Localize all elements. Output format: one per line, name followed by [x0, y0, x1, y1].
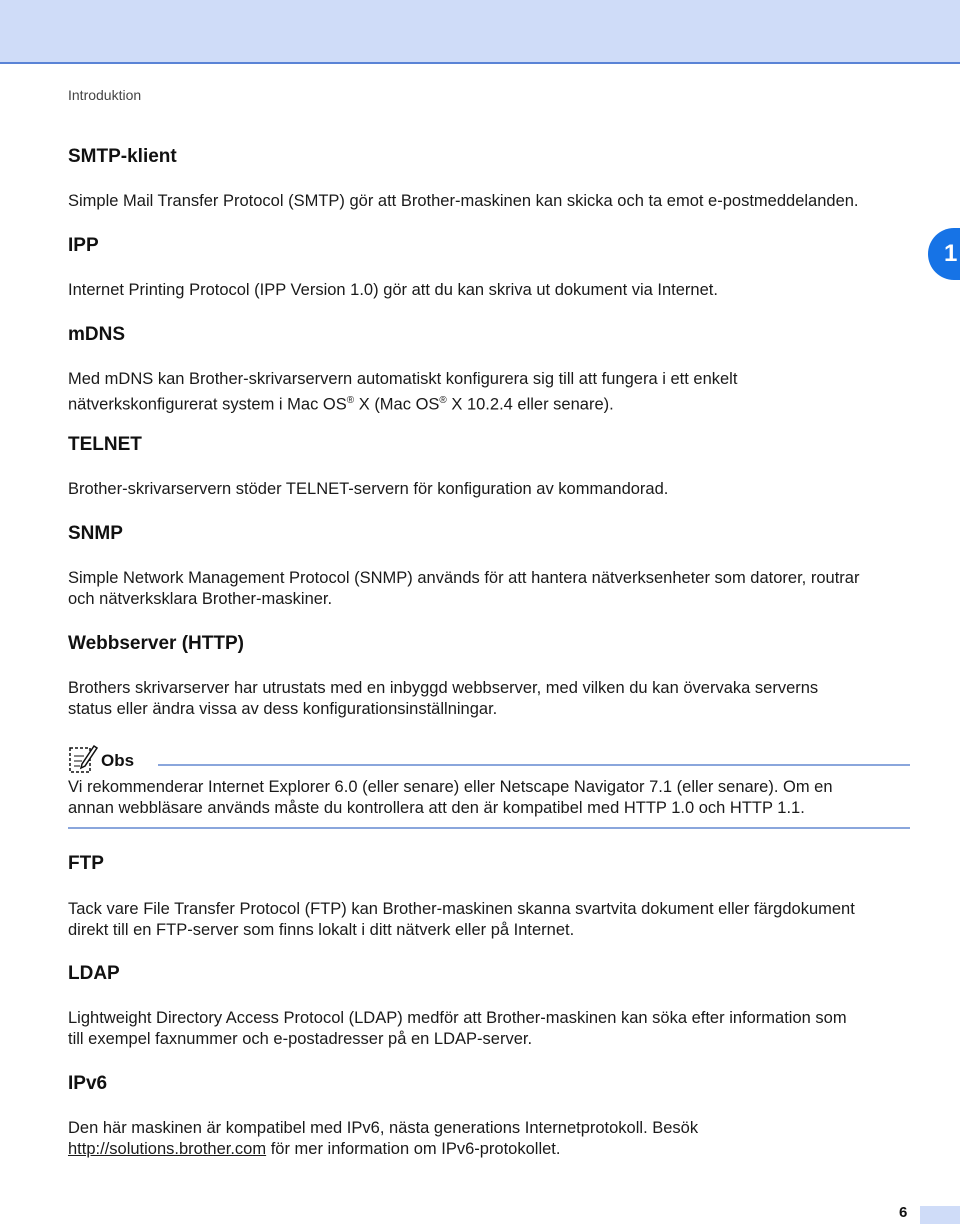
- section-title-mdns: mDNS: [68, 324, 126, 345]
- section-title-snmp: SNMP: [68, 523, 123, 544]
- section-title-ldap: LDAP: [68, 963, 120, 984]
- ipv6-line2-rest: för mer information om IPv6-protokollet.: [266, 1140, 561, 1158]
- page-tab: [920, 1206, 960, 1224]
- snmp-line1: Simple Network Management Protocol (SNMP) används för att hantera nätverksenheter som datorer, routrar: [68, 569, 860, 587]
- registered-mark: ®: [439, 395, 447, 406]
- mdns-line1: Med mDNS kan Brother-skrivarservern automatiskt konfigurera sig till att fungera i ett enkelt: [68, 370, 738, 388]
- section-body-mdns: [68, 369, 928, 416]
- mdns-line2-a: nätverkskonfigurerat system i Mac OS: [68, 395, 347, 414]
- section-title-http: Webbserver (HTTP): [68, 633, 244, 654]
- ldap-line1: Lightweight Directory Access Protocol (LDAP) medför att Brother-maskinen kan söka efter information som: [68, 1009, 847, 1027]
- section-body-smtp: Simple Mail Transfer Protocol (SMTP) gör att Brother-maskinen kan skicka och ta emot e-postmeddelanden.: [68, 192, 859, 210]
- section-title-ftp: FTP: [68, 853, 104, 874]
- http-line2: status eller ändra vissa av dess konfigurationsinställningar.: [68, 700, 498, 718]
- section-body-ldap: [68, 1008, 928, 1050]
- note-divider-top: [158, 764, 910, 766]
- ldap-line2: till exempel faxnummer och e-postadresser på en LDAP-server.: [68, 1030, 533, 1048]
- ftp-line1: Tack vare File Transfer Protocol (FTP) kan Brother-maskinen skanna svartvita dokument eller färgdokument: [68, 900, 855, 918]
- header-band: [0, 0, 960, 64]
- ftp-line2: direkt till en FTP-server som finns lokalt i ditt nätverk eller på Internet.: [68, 921, 575, 939]
- breadcrumb: Introduktion: [68, 87, 142, 103]
- note-divider-bottom: [68, 827, 910, 829]
- section-body-snmp: [68, 568, 928, 610]
- note-title: Obs: [101, 751, 135, 770]
- section-body-telnet: Brother-skrivarservern stöder TELNET-servern för konfiguration av kommandorad.: [68, 480, 669, 498]
- note-body: [68, 777, 928, 819]
- section-title-telnet: TELNET: [68, 434, 142, 455]
- section-title-ipv6: IPv6: [68, 1073, 108, 1094]
- note-pencil-icon: [68, 742, 98, 774]
- solutions-link[interactable]: http://solutions.brother.com: [68, 1140, 267, 1158]
- section-body-http: [68, 678, 928, 720]
- page-number: 6: [899, 1204, 908, 1221]
- http-line1: Brothers skrivarserver har utrustats med en inbyggd webbserver, med vilken du kan övervaka serverns: [68, 679, 819, 697]
- section-title-ipp: IPP: [68, 235, 99, 256]
- snmp-line2: och nätverksklara Brother-maskiner.: [68, 590, 333, 608]
- mdns-line2-c: X 10.2.4 eller senare).: [446, 395, 614, 414]
- note-line2: annan webbläsare används måste du kontrollera att den är kompatibel med HTTP 1.0 och HTTP 1.1.: [68, 799, 805, 817]
- section-body-ipp: Internet Printing Protocol (IPP Version 1.0) gör att du kan skriva ut dokument via Internet.: [68, 281, 718, 299]
- registered-mark: ®: [346, 395, 355, 406]
- section-body-ftp: [68, 899, 928, 941]
- mdns-line2-b: X (Mac OS: [354, 395, 440, 414]
- note-line1: Vi rekommenderar Internet Explorer 6.0 (eller senare) eller Netscape Navigator 7.1 (eller senare). Om en: [68, 778, 833, 796]
- section-title-smtp: SMTP-klient: [68, 146, 177, 167]
- chapter-number: 1: [944, 240, 958, 267]
- section-body-ipv6: [68, 1118, 928, 1160]
- ipv6-line1: Den här maskinen är kompatibel med IPv6, nästa generations Internetprotokoll. Besök: [68, 1119, 699, 1137]
- chapter-tab: [928, 228, 960, 280]
